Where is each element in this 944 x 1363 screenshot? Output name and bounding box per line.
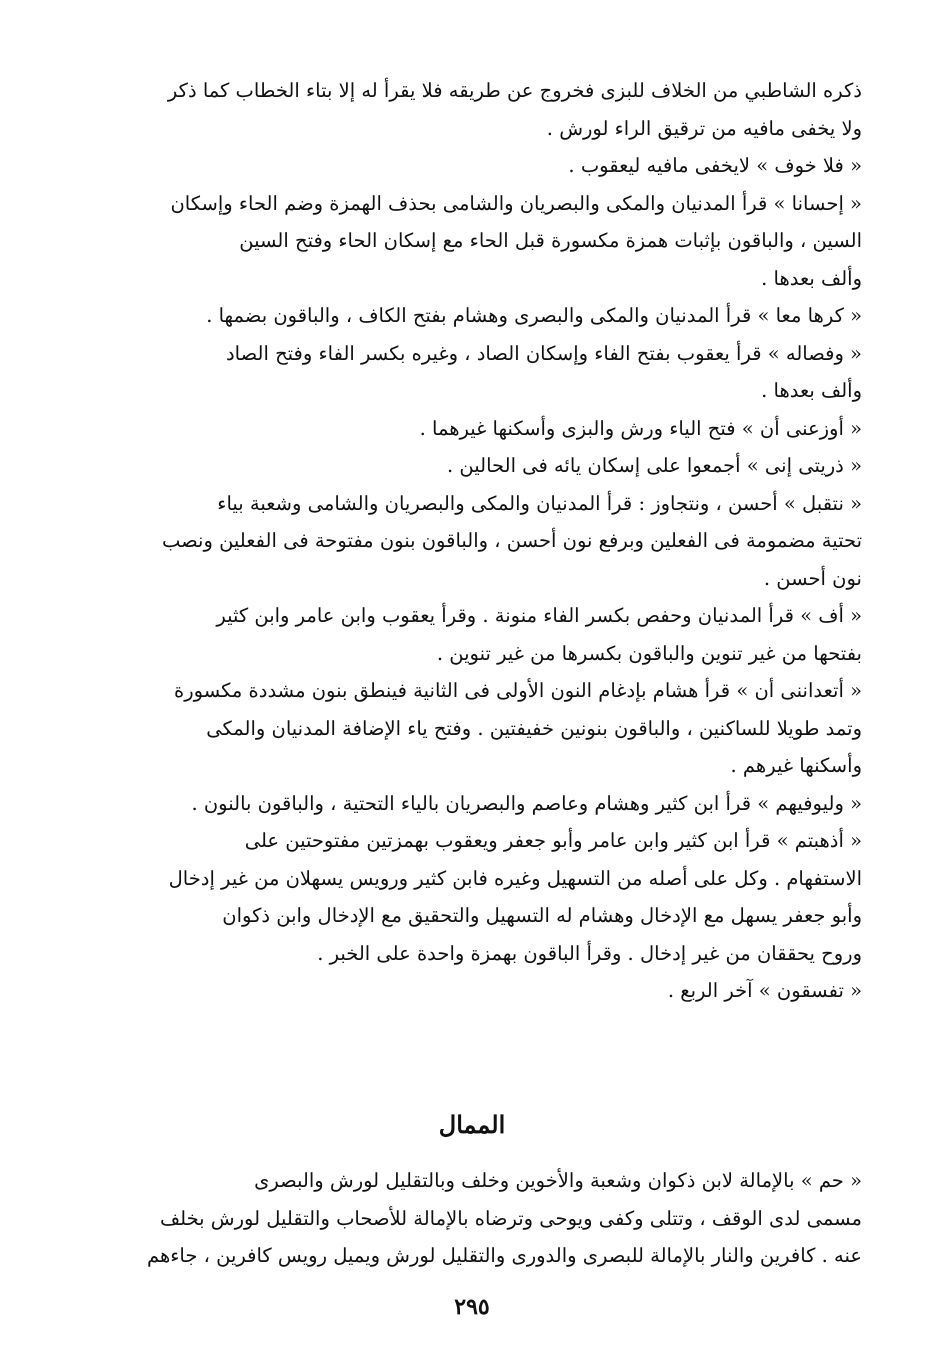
text-line: « إحسانا » قرأ المدنيان والمكى والبصريان والشامى بحذف الهمزة وضم الحاء وإسكان bbox=[170, 191, 862, 215]
text-line: مسمى لدى الوقف ، وتتلى وكفى ويوحى وترضاه بالإمالة للأصحاب والتقليل لورش بخلف bbox=[159, 1206, 862, 1230]
text-line: « نتقبل » أحسن ، ونتجاوز : قرأ المدنيان والمكى والبصريان والشامى وشعبة بياء bbox=[217, 491, 862, 515]
text-line: « وليوفيهم » قرأ ابن كثير وهشام وعاصم والبصريان بالياء التحتية ، والباقون بالنون . bbox=[191, 791, 862, 815]
text-line: « أوزعنى أن » فتح الياء ورش والبزى وأسكنها غيرهما . bbox=[419, 416, 862, 440]
text-line: « ذريتى إنى » أجمعوا على إسكان يائه فى الحالين . bbox=[447, 454, 862, 477]
text-line: وروح يحققان من غير إدخال . وقرأ الباقون بهمزة واحدة على الخبر . bbox=[317, 941, 862, 965]
text-line: « فلا خوف » لايخفى مافيه ليعقوب . bbox=[568, 154, 862, 177]
section-heading: الممال bbox=[438, 1110, 506, 1139]
text-line: نون أحسن . bbox=[763, 566, 862, 590]
text-line: « وفصاله » قرأ يعقوب بفتح الفاء وإسكان الصاد ، وغيره بكسر الفاء وفتح الصاد bbox=[225, 341, 862, 365]
main-text-block bbox=[104, 72, 862, 1010]
page-number: ٢٩٥ bbox=[454, 1294, 490, 1320]
text-line: « أف » قرأ المدنيان وحفص بكسر الفاء منونة . وقرأ يعقوب وابن عامر وابن كثير bbox=[216, 604, 862, 627]
text-line: تحتية مضمومة فى الفعلين وبرفع نون أحسن ، والباقون بنون مفتوحة فى الفعلين ونصب bbox=[161, 529, 862, 552]
text-line: « أتعداننى أن » قرأ هشام بإدغام النون الأولى فى الثانية فينطق بنون مشددة مكسورة bbox=[174, 679, 862, 702]
text-line: وتمد طويلا للساكنين ، والباقون بنونين خفيفتين . وفتح ياء الإضافة المدنيان والمكى bbox=[206, 716, 862, 740]
text-line: الاستفهام . وكل على أصله من التسهيل وغيره فابن كثير ورويس يسهلان من غير إدخال bbox=[168, 866, 862, 890]
text-line: بفتحها من غير تنوين والباقون بكسرها من غير تنوين . bbox=[436, 641, 862, 665]
text-line: ولا يخفى مافيه من ترقيق الراء لورش . bbox=[546, 116, 862, 140]
section-text-block bbox=[104, 1162, 862, 1275]
text-line: « أذهبتم » قرأ ابن كثير وابن عامر وأبو جعفر ويعقوب بهمزتين مفتوحتين على bbox=[244, 829, 862, 852]
text-line: « تفسقون » آخر الربع . bbox=[667, 979, 862, 1002]
text-line: وأبو جعفر يسهل مع الإدخال وهشام له التسهيل والتحقيق مع الإدخال وابن ذكوان bbox=[222, 904, 862, 927]
text-line: ذكره الشاطبي من الخلاف للبزى فخروج عن طريقه فلا يقرأ له إلا بتاء الخطاب كما ذكر bbox=[167, 79, 862, 102]
text-line: وألف بعدها . bbox=[761, 379, 862, 402]
text-line: عنه . كافرين والنار بالإمالة للبصرى والدورى والتقليل لورش ويميل رويس كافرين ، جاءهم bbox=[147, 1244, 862, 1267]
text-line: السين ، والباقون بإثبات همزة مكسورة قبل الحاء مع إسكان الحاء وفتح السين bbox=[239, 229, 862, 252]
text-line: وأسكنها غيرهم . bbox=[730, 754, 862, 777]
text-line: وألف بعدها . bbox=[761, 266, 862, 290]
text-line: « كرها معا » قرأ المدنيان والمكى والبصرى وهشام بفتح الكاف ، والباقون بضمها . bbox=[206, 304, 862, 327]
text-line: « حم » بالإمالة لابن ذكوان وشعبة والأخوين وخلف وبالتقليل لورش والبصرى bbox=[254, 1169, 862, 1192]
